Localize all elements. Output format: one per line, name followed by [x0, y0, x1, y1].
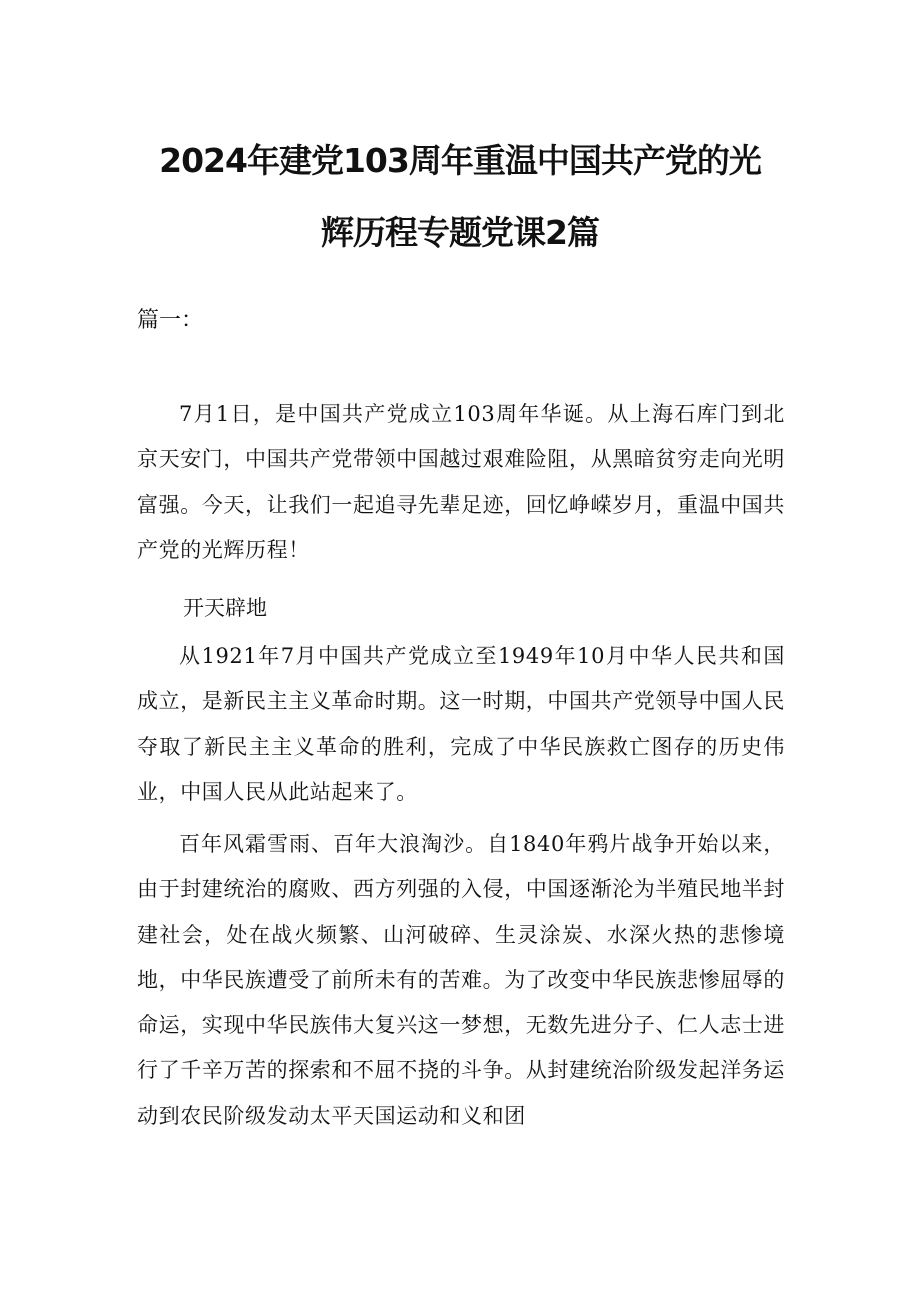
paragraph-body-1: 从1921年7月中国共产党成立至1949年10月中华人民共和国成立，是新民主主义革命时期。这一时期，中国共产党领导中国人民夺取了新民主主义革命的胜利，完成了中华民族救亡图存的历史伟业，中国人民从此站起来了。 — [137, 644, 785, 804]
section-label: 篇一： — [137, 308, 204, 333]
paragraph-intro: 7月1日，是中国共产党成立103周年华诞。从上海石库门到北京天安门，中国共产党带领中国越过艰难险阻，从黑暗贫穷走向光明富强。今天，让我们一起追寻先辈足迹，回忆峥嵘岁月，重温中国共产党的光辉历程！ — [137, 402, 785, 562]
section-heading: 开天辟地 — [183, 596, 267, 620]
paragraph-body-2: 百年风霜雪雨、百年大浪淘沙。自1840年鸦片战争开始以来，由于封建统治的腐败、西方列强的入侵，中国逐渐沦为半殖民地半封建社会，处在战火频繁、山河破碎、生灵涂炭、水深火热的悲惨境地，中华民族遭受了前所未有的苦难。为了改变中华民族悲惨屈辱的命运，实现中华民族伟大复兴这一梦想，无数先进分子、仁人志士进行了千辛万苦的探索和不屈不挠的斗争。从封建统治阶级发起洋务运动到农民阶级发动太平天国运动和义和团 — [137, 832, 785, 1128]
document-title-line-2: 辉历程专题党课2篇 — [321, 213, 599, 252]
document-title-line-1: 2024年建党103周年重温中国共产党的光 — [159, 141, 761, 180]
